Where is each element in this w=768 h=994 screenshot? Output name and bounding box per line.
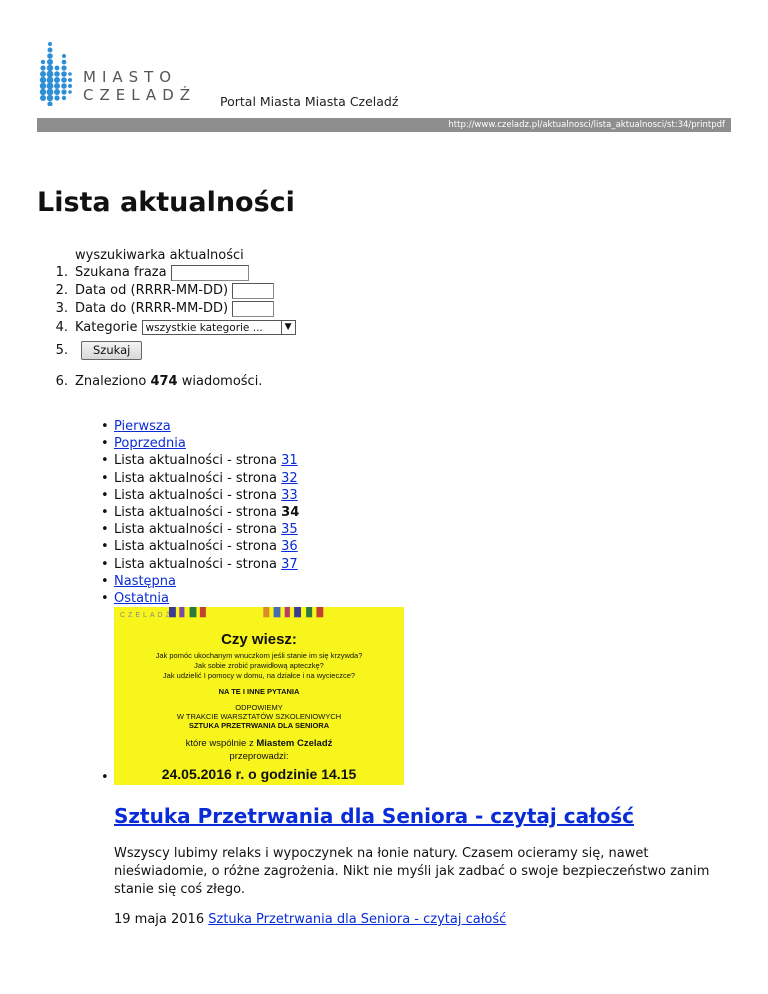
pager-item-page (101, 470, 299, 487)
pager-item-page (101, 556, 299, 573)
poster-question: Jak udzielić I pomocy w domu, na działce i na wycieczce? (162, 671, 356, 680)
poster-date: 24.05.2016 r. o godzinie 14.15 (161, 766, 357, 782)
form-row-date-from (37, 282, 274, 299)
logo-dots-icon (38, 40, 76, 106)
pager-first-link[interactable]: Pierwsza (114, 419, 171, 434)
pager-item-page (101, 538, 299, 555)
pager-page-link[interactable]: 31 (281, 453, 298, 469)
pager-last-link[interactable]: Ostatnia (114, 590, 169, 606)
logo-line1: MIASTO (83, 68, 178, 86)
logo[interactable] (38, 40, 218, 106)
row-number: 4. (55, 320, 68, 335)
pager-page-link[interactable]: 35 (281, 522, 298, 538)
pager-next-link[interactable]: Następna (114, 573, 177, 589)
pager-item-first (101, 418, 299, 435)
date-from-input[interactable] (232, 283, 274, 299)
article-lead: Wszyscy lubimy relaks i wypoczynek na łonie natury. Czasem ocieramy się, nawet nieświadomie, o różne zagrożenia. Nikt nie myśli jak zadbać o swoje bezpieczeństwo zanim stanie się coś złego. (114, 846, 710, 897)
article-meta (114, 912, 506, 927)
row-number: 6. (55, 374, 68, 389)
row-number: 1. (55, 265, 68, 280)
dropdown-arrow-icon: ▼ (281, 321, 295, 334)
pager-page-prefix: Lista aktualności - strona (114, 556, 278, 572)
poster-line: ODPOWIEMY (235, 703, 283, 712)
results-suffix: wiadomości. (181, 374, 263, 389)
pager-item-page (101, 487, 299, 504)
phrase-input[interactable] (171, 265, 249, 281)
logo-line2: CZELADŹ (83, 86, 197, 104)
row-number: 5. (55, 343, 68, 358)
pager-prev-link[interactable]: Poprzednia (114, 436, 186, 452)
poster-line-a: które wspólnie z (185, 738, 254, 749)
date-to-input[interactable] (232, 301, 274, 317)
category-select[interactable] (142, 320, 296, 335)
phrase-label: Szukana fraza (75, 265, 167, 280)
pager-page-link[interactable]: 36 (281, 539, 298, 555)
poster-line: SZTUKA PRZETRWANIA DLA SENIORA (188, 721, 330, 730)
form-row-date-to (37, 300, 274, 317)
row-number: 2. (55, 283, 68, 298)
article-title-link[interactable]: Sztuka Przetrwania dla Seniora - czytaj całość (114, 804, 634, 828)
poster-line-b: Miastem Czeladź (256, 738, 333, 749)
pager-page-prefix: Lista aktualności - strona (114, 539, 278, 555)
url-bar: http://www.czeladz.pl/aktualnosci/lista_aktualnosci/st:34/printpdf (37, 118, 731, 132)
pager-page-link[interactable]: 32 (281, 470, 298, 486)
pager-current-page: 34 (281, 504, 300, 520)
pager-page-link[interactable]: 33 (281, 487, 298, 503)
pager-page-link[interactable]: 37 (281, 556, 298, 572)
poster-logo: CZELADŹ (120, 612, 173, 619)
row-number: 3. (55, 301, 68, 316)
list-bullet: • (101, 770, 109, 785)
date-from-label: Data od (RRRR-MM-DD) (75, 283, 229, 298)
results-prefix: Znaleziono (75, 374, 147, 389)
pager-page-prefix: Lista aktualności - strona (114, 470, 278, 486)
poster-title: Czy wiesz: (221, 631, 297, 648)
poster-line: NA TE I INNE PYTANIA (218, 687, 300, 696)
pager-page-prefix: Lista aktualności - strona (114, 453, 278, 469)
poster-line (114, 738, 404, 749)
pager-page-prefix: Lista aktualności - strona (114, 504, 278, 520)
date-to-label: Data do (RRRR-MM-DD) (75, 301, 229, 316)
form-row-category (37, 319, 296, 336)
results-number: 474 (150, 374, 178, 389)
pager-item-current (101, 504, 299, 521)
pagination (101, 418, 299, 607)
article-read-more-link[interactable]: Sztuka Przetrwania dla Seniora - czytaj całość (208, 912, 507, 927)
article-date: 19 maja 2016 (114, 912, 205, 927)
poster-question: Jak sobie zrobić prawidłową apteczkę? (194, 661, 324, 670)
category-selected-value: wszystkie kategorie ... (145, 322, 263, 334)
poster-line: przeprowadzi: (229, 751, 289, 762)
pager-item-page (101, 452, 299, 469)
portal-title: Portal Miasta Miasta Czeladź (220, 94, 399, 109)
page-title: Lista aktualności (37, 187, 295, 218)
pager-item-prev (101, 435, 299, 452)
category-label: Kategorie (75, 320, 138, 335)
article-image[interactable] (114, 607, 404, 785)
pager-item-page (101, 521, 299, 538)
pager-page-prefix: Lista aktualności - strona (114, 487, 278, 503)
logo-text (83, 68, 196, 104)
results-count (37, 374, 262, 389)
pager-page-prefix: Lista aktualności - strona (114, 522, 278, 538)
pager-item-last (101, 590, 299, 607)
search-button[interactable]: Szukaj (81, 341, 142, 360)
form-row-phrase (37, 264, 249, 281)
search-form-heading: wyszukiwarka aktualności (75, 248, 244, 263)
poster-question: Jak pomóc ukochanym wnuczkom jeśli stanie im się krzywda? (155, 651, 363, 660)
form-row-submit (37, 341, 142, 358)
pager-item-next (101, 573, 299, 590)
poster-line: W TRAKCIE WARSZTATÓW SZKOLENIOWYCH (176, 712, 342, 721)
